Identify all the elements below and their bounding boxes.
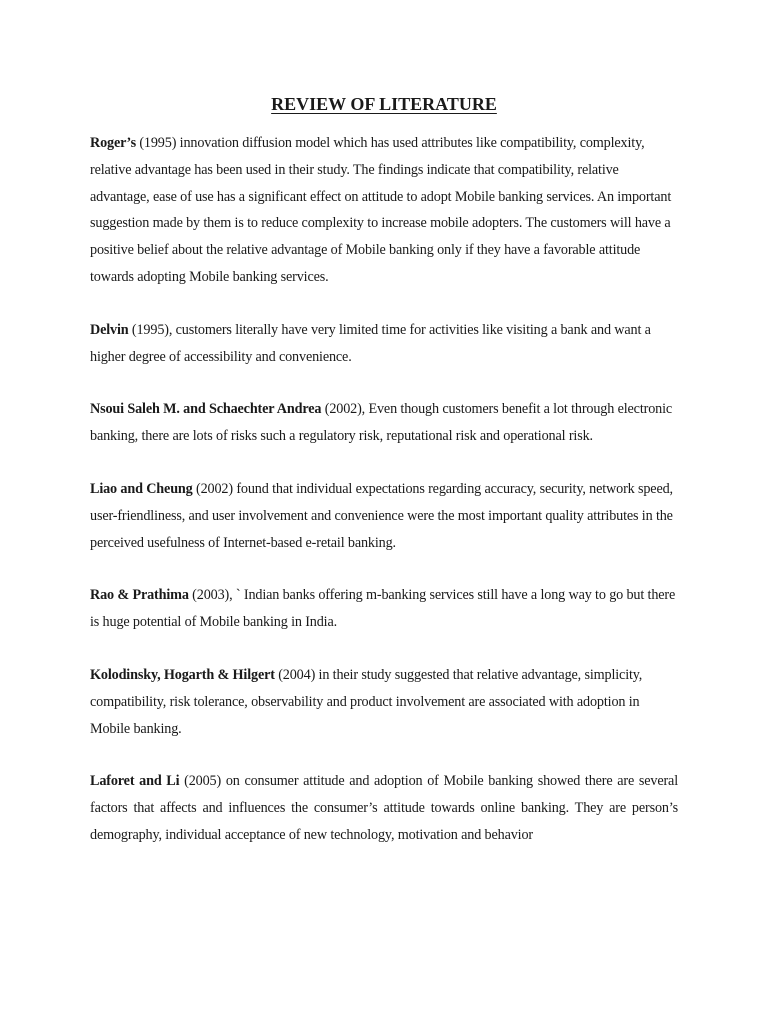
literature-entry-laforet-li [90, 768, 678, 848]
entry-text: (2002) found that individual expectations regarding accuracy, security, network speed, user-friendliness, and user involvement and convenience were the most important quality attributes in the perceived usefulness of Internet-based e-retail banking. [90, 480, 673, 551]
literature-entry-liao-cheung [90, 476, 678, 556]
entry-author: Roger’s [90, 135, 136, 151]
entry-text: (2004) in their study suggested that relative advantage, simplicity, compatibility, risk tolerance, observability and product involvement are associated with adoption in Mobile banking. [90, 666, 643, 737]
entry-text: (2005) on consumer attitude and adoption of Mobile banking showed there are several factors that affects and influences the consumer’s attitude towards online banking. They are person’s demography, individual acceptance of new technology, motivation and behavior [90, 773, 678, 843]
literature-entry-kolodinsky [90, 662, 678, 742]
entry-author: Laforet and Li [90, 773, 180, 790]
literature-entry-nsoui-schaechter [90, 396, 678, 450]
entry-author: Kolodinsky, Hogarth & Hilgert [90, 666, 275, 683]
entry-text: (1995) innovation diffusion model which has used attributes like compatibility, complexity, relative advantage has been used in their study. The findings indicate that compatibility, relative advantage, ease of use has a significant effect on attitude to adopt Mobile banking services. An important suggestion made by them is to reduce complexity to increase mobile adopters. The customers will have a positive belief about the relative advantage of Mobile banking only if they have a favorable attitude towards adopting Mobile banking services. [90, 135, 672, 285]
entry-text: (1995), customers literally have very limited time for activities like visiting a bank and want a higher degree of accessibility and convenience. [90, 321, 651, 365]
literature-entry-rogers [90, 130, 678, 291]
literature-entry-delvin [90, 317, 678, 371]
literature-entry-rao-prathima [90, 582, 678, 636]
entry-text: (2002), Even though customers benefit a lot through electronic banking, there are lots of risks such a regulatory risk, reputational risk and operational risk. [90, 401, 673, 445]
entry-author: Rao & Prathima [90, 587, 189, 604]
page-title: REVIEW OF LITERATURE [271, 94, 497, 114]
entry-author: Delvin [90, 321, 129, 338]
entry-author: Nsoui Saleh M. and Schaechter Andrea [90, 401, 322, 418]
entry-author: Liao and Cheung [90, 480, 193, 497]
entry-text: (2003), ` Indian banks offering m-banking services still have a long way to go but there is huge potential of Mobile banking in India. [90, 587, 676, 631]
